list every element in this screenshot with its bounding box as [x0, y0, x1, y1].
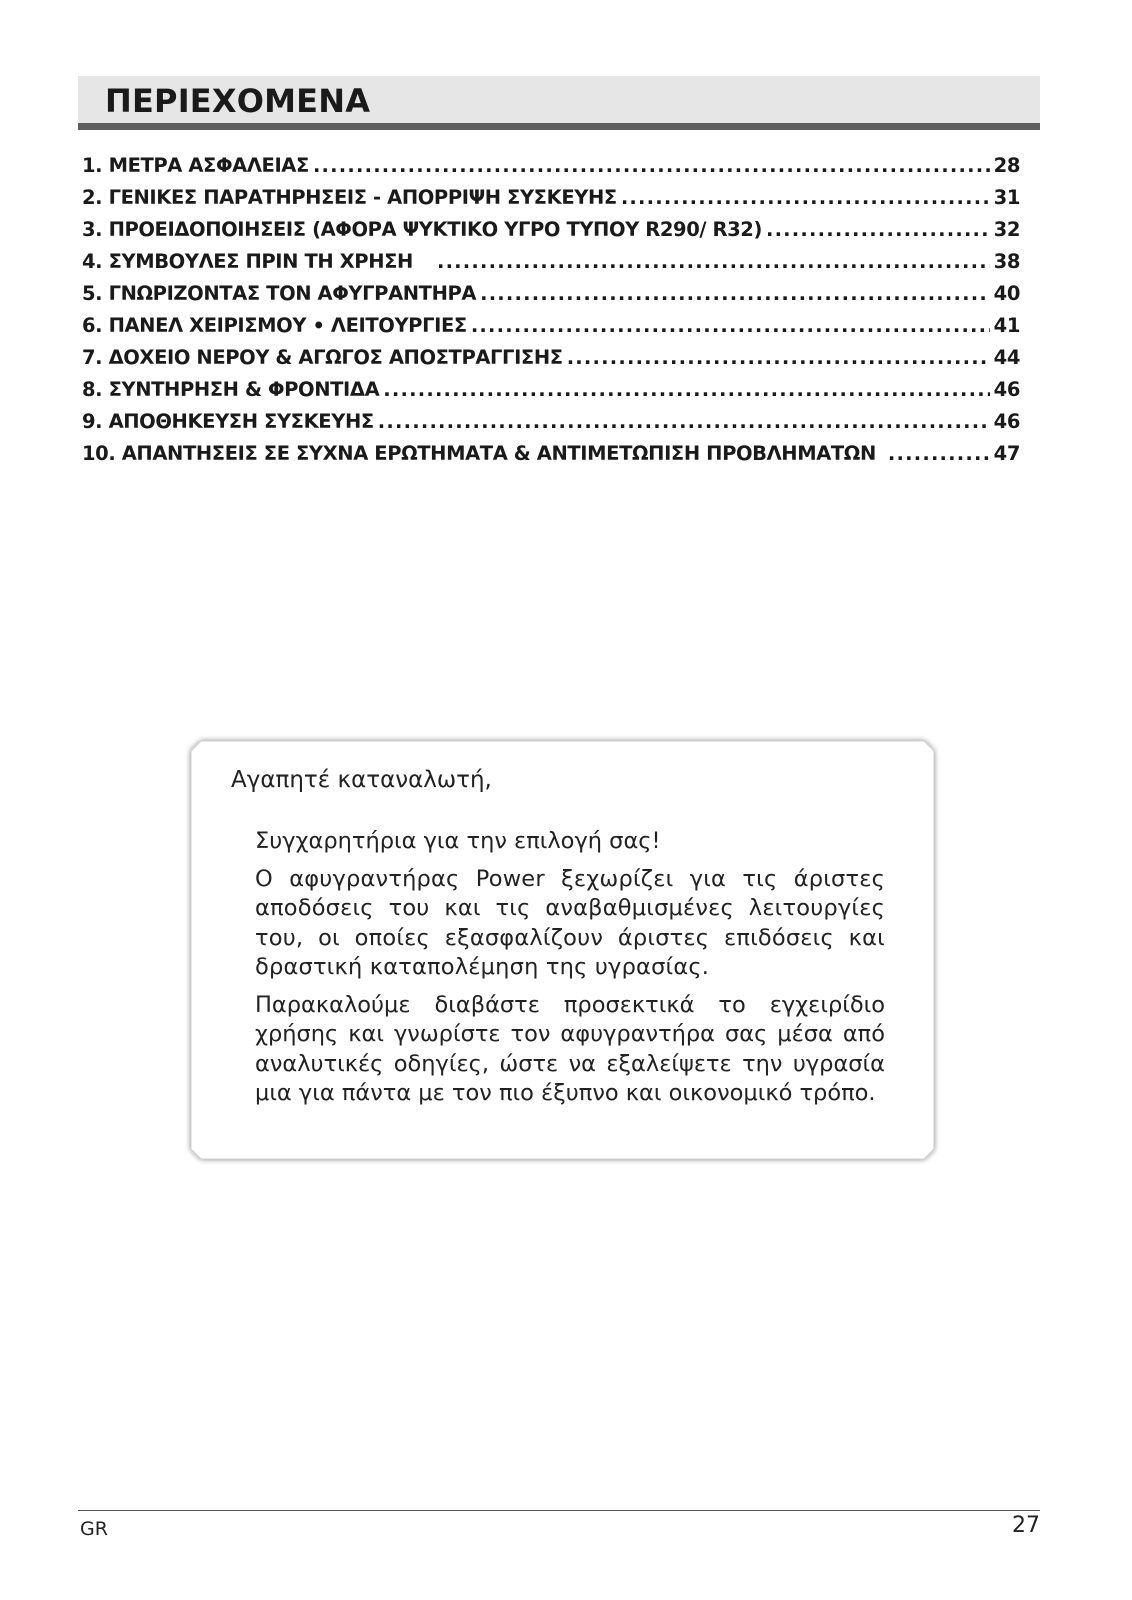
- toc-entry-page: 46: [993, 410, 1020, 433]
- toc-entry-page: 47: [993, 442, 1020, 465]
- toc-leader-dots: [621, 182, 990, 214]
- toc-entry-title: 2. ΓΕΝΙΚΕΣ ΠΑΡΑΤΗΡΗΣΕΙΣ - ΑΠΟΡΡΙΨΗ ΣΥΣΚΕΥΗΣ: [82, 186, 617, 209]
- letter-paragraph: Συγχαρητήρια για την επιλογή σας!: [255, 828, 661, 854]
- toc-entry[interactable]: [82, 438, 1020, 470]
- toc-entry[interactable]: [82, 150, 1020, 182]
- toc-entry-title: 8. ΣΥΝΤΗΡΗΣΗ & ΦΡΟΝΤΙΔΑ: [82, 378, 380, 401]
- toc-leader-dots: [437, 246, 990, 278]
- letter-body: [255, 827, 885, 1117]
- toc-leader-dots: [766, 214, 990, 246]
- toc-entry[interactable]: [82, 406, 1020, 438]
- toc-entry-page: 40: [993, 282, 1020, 305]
- toc-entry-page: 38: [993, 250, 1020, 273]
- toc-entry-page: 41: [993, 314, 1020, 337]
- toc-leader-dots: [313, 150, 990, 182]
- toc-entry-title: 3. ΠΡΟΕΙΔΟΠΟΙΗΣΕΙΣ (ΑΦΟΡΑ ΨΥΚΤΙΚΟ ΥΓΡΟ ΤΥΠΟΥ R290/ R32): [82, 218, 762, 241]
- toc-entry[interactable]: [82, 374, 1020, 406]
- page-title: ΠΕΡΙΕΧΟΜΕΝΑ: [105, 82, 371, 120]
- toc-entry[interactable]: [82, 278, 1020, 310]
- toc-entry-title: 7. ΔΟΧΕΙΟ ΝΕΡΟΥ & ΑΓΩΓΟΣ ΑΠΟΣΤΡΑΓΓΙΣΗΣ: [82, 346, 563, 369]
- toc-entry-page: 32: [993, 218, 1020, 241]
- toc-entry[interactable]: [82, 214, 1020, 246]
- toc-entry-title: 5. ΓΝΩΡΙΖΟΝΤΑΣ ΤΟΝ ΑΦΥΓΡΑΝΤΗΡΑ: [82, 282, 477, 305]
- toc-entry-page: 31: [993, 186, 1020, 209]
- toc-entry-title: 1. ΜΕΤΡΑ ΑΣΦΑΛΕΙΑΣ: [82, 154, 309, 177]
- toc-entry-title: 4. ΣΥΜΒΟΥΛΕΣ ΠΡΙΝ ΤΗ ΧΡΗΣΗ: [82, 250, 413, 273]
- welcome-letter-box: [185, 735, 940, 1165]
- letter-paragraph: Ο αφυγραντήρας Power ξεχωρίζει για τις άριστες αποδόσεις του και τις αναβαθμισμένες λειτουργίες του, οι οποίες εξασφαλίζουν άριστες επιδόσεις και δραστική καταπολέμηση της υγρασίας.: [255, 865, 885, 980]
- toc-entry-title: 6. ΠΑΝΕΛ ΧΕΙΡΙΣΜΟΥ • ΛΕΙΤΟΥΡΓΙΕΣ: [82, 314, 467, 337]
- toc-entry[interactable]: [82, 310, 1020, 342]
- toc-entry[interactable]: [82, 342, 1020, 374]
- toc-entry-page: 44: [993, 346, 1020, 369]
- toc-leader-dots: [471, 310, 990, 342]
- toc-entry-page: 28: [993, 154, 1020, 177]
- toc-entry[interactable]: [82, 246, 1020, 278]
- footer-language-code: GR: [80, 1518, 108, 1540]
- toc-leader-dots: [480, 278, 990, 310]
- toc-leader-dots: [888, 438, 990, 470]
- toc-entry[interactable]: [82, 182, 1020, 214]
- toc-entry-title: 9. ΑΠΟΘΗΚΕΥΣΗ ΣΥΣΚΕΥΗΣ: [82, 410, 374, 433]
- toc-leader-dots: [567, 342, 990, 374]
- toc-leader-dots: [378, 406, 990, 438]
- letter-greeting: Αγαπητέ καταναλωτή,: [231, 767, 492, 793]
- letter-paragraph: Παρακαλούμε διαβάστε προσεκτικά το εγχειρίδιο χρήσης και γνωρίστε τον αφυγραντήρα σας μέσα από αναλυτικές οδηγίες, ώστε να εξαλείψετε την υγρασία μια για πάντα με τον πιο έξυπνο και οικονομικό τρόπο.: [255, 991, 885, 1106]
- footer-divider: [78, 1510, 1040, 1511]
- table-of-contents: [82, 150, 1020, 470]
- toc-entry-title: 10. ΑΠΑΝΤΗΣΕΙΣ ΣΕ ΣΥΧΝΑ ΕΡΩΤΗΜΑΤΑ & ΑΝΤΙΜΕΤΩΠΙΣΗ ΠΡΟΒΛΗΜΑΤΩΝ: [82, 442, 876, 465]
- footer-page-number: 27: [1012, 1513, 1040, 1538]
- toc-entry-page: 46: [993, 378, 1020, 401]
- toc-leader-dots: [383, 374, 989, 406]
- section-heading-bar: [78, 76, 1040, 130]
